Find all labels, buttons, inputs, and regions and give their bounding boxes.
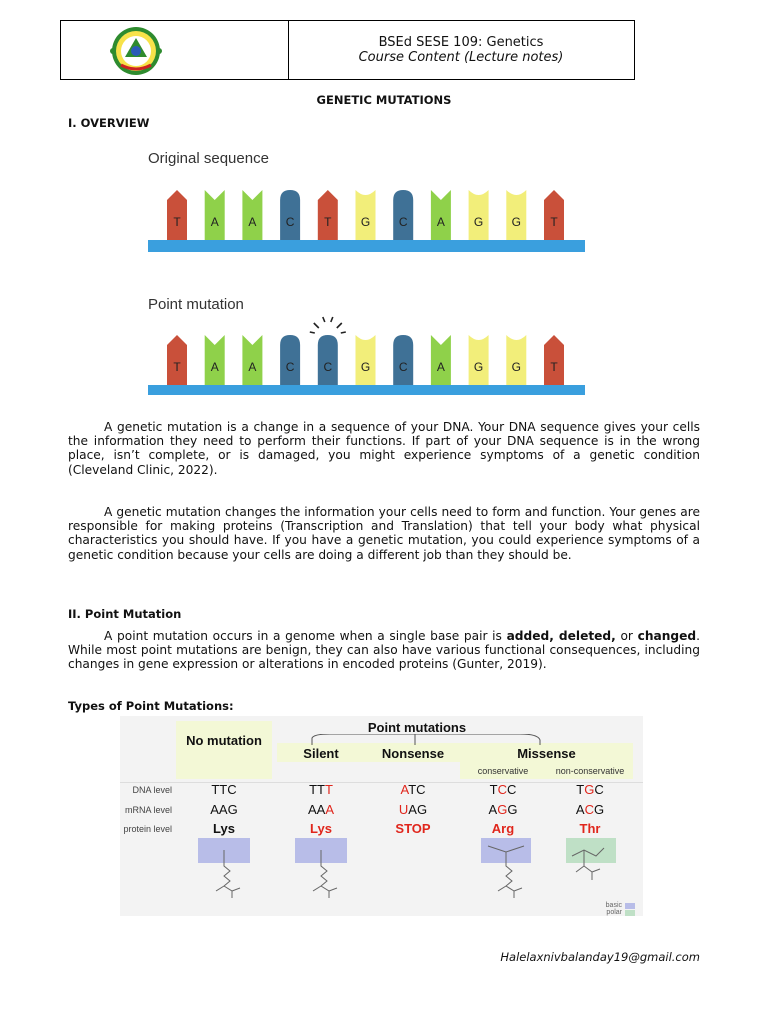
types-heading: Types of Point Mutations: xyxy=(68,699,234,713)
author-email: Halelaxnivbalanday19@gmail.com xyxy=(500,950,700,964)
original-base-letter-6: G xyxy=(360,215,371,229)
mrna-silent xyxy=(277,802,365,817)
dna-level-label: DNA level xyxy=(132,785,172,795)
point-mutation-text-2: or xyxy=(615,629,638,643)
dna-noncons-post: C xyxy=(594,782,604,797)
original-base-letter-3: A xyxy=(248,215,257,229)
point-mutations-table xyxy=(120,716,643,916)
original-base-letter-5: T xyxy=(324,215,332,229)
original-backbone xyxy=(148,240,585,252)
document-header xyxy=(60,20,635,80)
point-mutation-bold-2: changed xyxy=(637,629,697,643)
original-base-letter-4: C xyxy=(285,215,295,229)
mrna-silent-mutated: A xyxy=(325,802,334,817)
mrna-conservative xyxy=(460,802,546,817)
protein-non-conservative: Thr xyxy=(579,821,601,836)
no-mutation-header: No mutation xyxy=(186,733,262,748)
mutation-ray-5 xyxy=(310,332,315,333)
nonsense-header: Nonsense xyxy=(381,746,445,761)
mutated-base-letter-9: G xyxy=(473,360,484,374)
dna-nonsense xyxy=(368,782,458,797)
mutated-base-letter-11: T xyxy=(550,360,558,374)
mutation-ray-1 xyxy=(314,323,319,328)
section-heading-overview: I. OVERVIEW xyxy=(68,116,150,130)
mutated-base-letter-7: C xyxy=(398,360,408,374)
course-title: BSEd SESE 109: Genetics xyxy=(378,35,544,50)
mutated-base-letter-3: A xyxy=(248,360,257,374)
lysine-structure-silent-icon xyxy=(295,838,350,900)
mutated-backbone xyxy=(148,385,585,395)
mrna-level-label: mRNA level xyxy=(124,805,172,815)
dna-conservative xyxy=(460,782,546,797)
overview-paragraph-2: A genetic mutation changes the information your cells need to form and function. Your genes are responsible for making proteins (Transcription and Translation) that tell your body what physical characteristics you should have. If you have a genetic mutation, you could experience symptoms of a genetic condition because your cells are doing a different job than they should be. xyxy=(68,505,700,562)
dna-nonsense-mutated: A xyxy=(400,782,409,797)
dna-noncons-pre: T xyxy=(576,782,585,797)
mutation-ray-4 xyxy=(337,323,342,328)
mrna-cons-post: G xyxy=(507,802,518,817)
original-base-letter-8: A xyxy=(436,215,445,229)
mutation-ray-3 xyxy=(331,317,333,322)
document-title: GENETIC MUTATIONS xyxy=(316,93,452,107)
lysine-structure-icon xyxy=(198,838,253,900)
dna-silent xyxy=(277,782,365,797)
threonine-structure-icon xyxy=(564,838,619,888)
conservative-header: conservative xyxy=(477,766,529,776)
legend-polar-label: polar xyxy=(606,909,622,916)
original-base-letter-11: T xyxy=(550,215,558,229)
mrna-noncons-post: G xyxy=(593,802,605,817)
point-mutation-bold-1: added, deleted, xyxy=(506,629,616,643)
mrna-nonsense-mutated: U xyxy=(398,802,409,817)
dna-nonsense-base: TC xyxy=(408,782,426,797)
dna-no-mutation: TTC xyxy=(211,782,237,797)
mrna-noncons-mutated: C xyxy=(584,802,594,817)
dna-silent-base: TT xyxy=(309,782,325,797)
original-base-letter-1: T xyxy=(173,215,181,229)
mutated-base-letter-2: A xyxy=(210,360,219,374)
non-conservative-header: non-conservative xyxy=(555,766,625,776)
arginine-structure-icon xyxy=(478,838,533,900)
protein-no-mutation: Lys xyxy=(213,821,235,836)
original-base-letter-9: G xyxy=(473,215,484,229)
mrna-noncons-pre: A xyxy=(575,802,585,817)
mutation-ray-6 xyxy=(341,332,346,333)
university-seal-icon xyxy=(105,25,167,77)
missense-header: Missense xyxy=(517,746,576,761)
point-mutation-text-1: A point mutation occurs in a genome when a single base pair is xyxy=(104,629,507,643)
mutated-base-letter-6: G xyxy=(360,360,371,374)
protein-level-label: protein level xyxy=(123,824,172,834)
legend-polar-swatch xyxy=(625,910,635,916)
point-mutation-paragraph xyxy=(68,629,700,672)
dna-cons-post: C xyxy=(506,782,517,797)
dna-non-conservative xyxy=(547,782,633,797)
mrna-no-mutation: AAG xyxy=(210,802,238,817)
mutation-ray-2 xyxy=(323,317,325,322)
original-base-letter-10: G xyxy=(511,215,521,229)
legend-basic-swatch xyxy=(625,903,635,909)
no-mutation-highlight xyxy=(176,721,272,779)
legend-basic-label: basic xyxy=(605,902,622,909)
section-heading-point-mutation: II. Point Mutation xyxy=(68,607,182,621)
mrna-nonsense-base: AG xyxy=(408,802,428,817)
mrna-cons-pre: A xyxy=(488,802,498,817)
point-mutation-label: Point mutation xyxy=(148,296,244,313)
mutated-base-letter-8: A xyxy=(436,360,445,374)
dna-cons-mutated: C xyxy=(497,782,507,797)
dna-sequence-figure xyxy=(140,180,600,395)
mrna-non-conservative xyxy=(547,802,633,817)
original-sequence-label: Original sequence xyxy=(148,150,269,167)
point-mutation-text-3: . While most point mutations are benign, they can also have various functional consequences, including changes in gene expression or alterations in encoded proteins (Gunter, 2019). xyxy=(68,629,700,672)
protein-nonsense: STOP xyxy=(395,821,431,836)
tree-connector xyxy=(270,734,640,746)
protein-conservative: Arg xyxy=(491,821,515,836)
mrna-silent-base: AA xyxy=(307,802,326,817)
dna-silent-mutated: T xyxy=(324,782,333,797)
mutated-base-letter-1: T xyxy=(173,360,181,374)
mrna-nonsense xyxy=(368,802,458,817)
mutated-base-letter-4: C xyxy=(285,360,295,374)
course-subtitle: Course Content (Lecture notes) xyxy=(358,50,564,65)
header-divider xyxy=(288,21,289,79)
protein-silent: Lys xyxy=(310,821,332,836)
mutated-base-letter-5: C xyxy=(323,360,333,374)
dna-cons-pre: T xyxy=(489,782,498,797)
mrna-cons-mutated: G xyxy=(497,802,508,817)
dna-noncons-mutated: G xyxy=(584,782,595,797)
mutated-base-letter-10: G xyxy=(511,360,521,374)
original-base-letter-7: C xyxy=(398,215,408,229)
overview-paragraph-1: A genetic mutation is a change in a sequence of your DNA. Your DNA sequence gives your cells the information they need to perform their functions. If part of your DNA sequence is in the wrong place, isn’t complete, or is damaged, you might experience symptoms of a genetic condition (Cleveland Clinic, 2022). xyxy=(68,420,700,477)
silent-header: Silent xyxy=(303,746,339,761)
original-base-letter-2: A xyxy=(210,215,219,229)
point-mutations-title: Point mutations xyxy=(367,720,467,735)
